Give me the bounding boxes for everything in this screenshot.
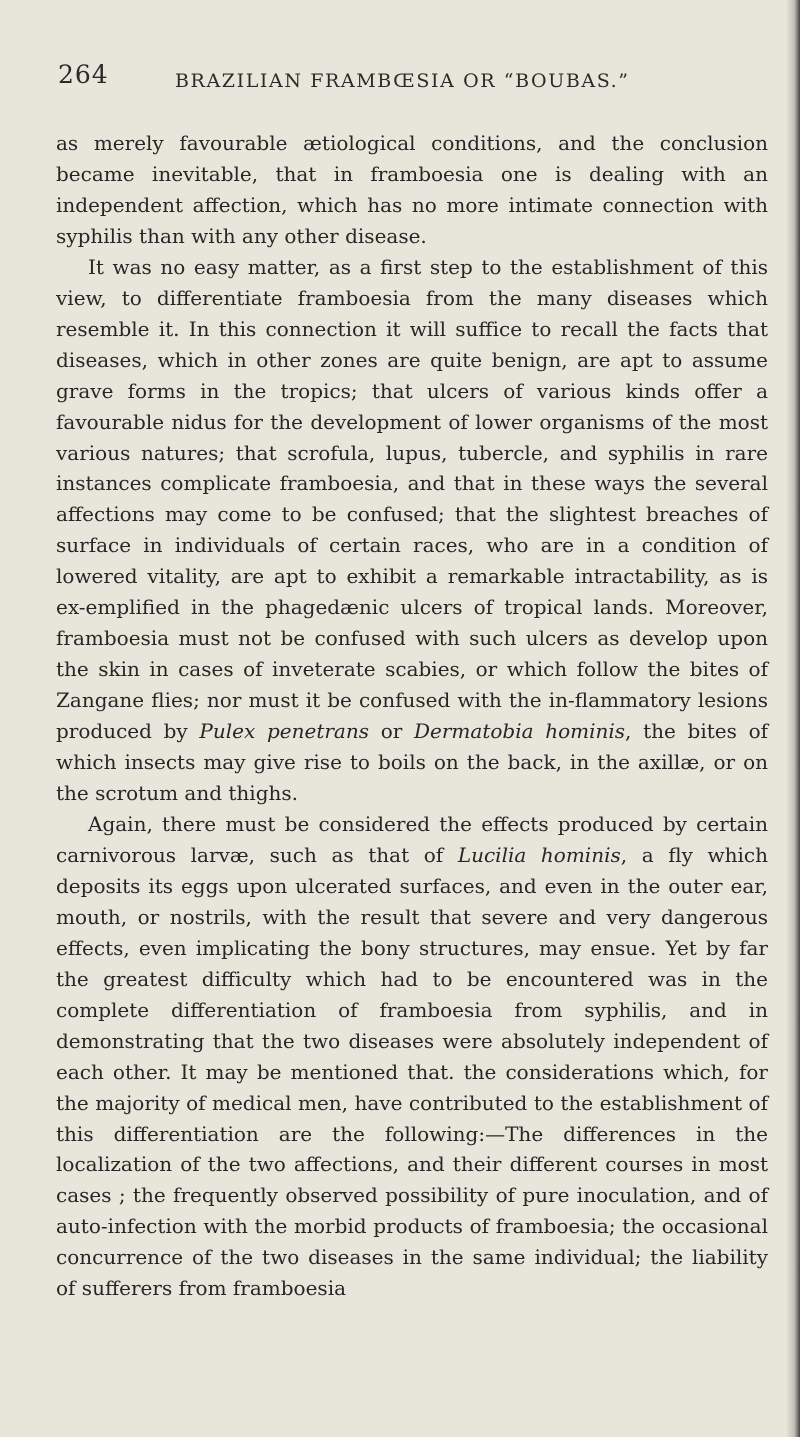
paragraph-text: , the bites of which insects may give rise to boils on the back, in the axillæ, or on the scrotum and thighs. <box>56 719 769 806</box>
body-text <box>56 128 768 1304</box>
species-name: Dermatobia hominis <box>414 719 626 744</box>
species-name: Pulex penetrans <box>199 719 369 744</box>
paragraph-text: or <box>369 719 414 744</box>
page-edge-shadow <box>786 0 800 1437</box>
paragraph <box>56 252 768 809</box>
running-head: BRAZILIAN FRAMBŒSIA OR “BOUBAS.” <box>175 70 630 92</box>
page-number: 264 <box>58 60 109 89</box>
paragraph-text: Again, there must be considered the effects produced by certain carnivorous larvæ, such as that of <box>56 811 768 867</box>
paragraph-text: It was no easy matter, as a first step to the establishment of this view, to differentiate framboesia from the many diseases which resemble it. In this connection it will suffice to recall the facts that diseases, which in other zones are quite benign, are apt to assume grave forms in the tropics; that ulcers of various kinds offer a favourable nidus for the development of lower organisms of the most various natures; that scrofula, lupus, tubercle, and syphilis in rare instances complicate framboesia, and that in these ways the several affections may come to be confused; that the slightest breaches of surface in individuals of certain races, who are in a condition of lowered vitality, are apt to exhibit a remarkable intractability, as is ex-emplified in the phagedænic ulcers of tropical lands. Moreover, framboesia must not be confused with such ulcers as develop upon the skin in cases of inveterate scabies, or which follow the bites of Zangane flies; nor must it be confused with the in-flammatory lesions produced by <box>56 254 768 744</box>
paragraph-continuation <box>56 128 768 252</box>
species-name: Lucilia hominis <box>457 842 621 867</box>
paragraph-text: , a fly which deposits its eggs upon ulcerated surfaces, and even in the outer ear, mouth, or nostrils, with the result that severe and very dangerous effects, even implicating the bony structures, may ensue. Yet by far the greatest difficulty which had to be encountered was in the complete differentiation of framboesia from syphilis, and in demonstrating that the two diseases were absolutely independent of each other. It may be mentioned that. the considerations which, for the majority of medical men, have contributed to the establishment of this differentiation are the following:—The differences in the localization of the two affections, and their different courses in most cases ; the frequently observed possibility of pure inoculation, and of auto-infection with the morbid products of framboesia; the occasional concurrence of the two diseases in the same individual; the liability of sufferers from framboesia <box>56 842 768 1301</box>
paragraph-text: as merely favourable ætiological conditions, and the conclusion became inevitable, that in framboesia one is dealing with an independent affection, which has no more intimate connection with syphilis than with any other disease. <box>56 131 768 248</box>
paragraph <box>56 809 768 1304</box>
page-header <box>0 60 800 116</box>
